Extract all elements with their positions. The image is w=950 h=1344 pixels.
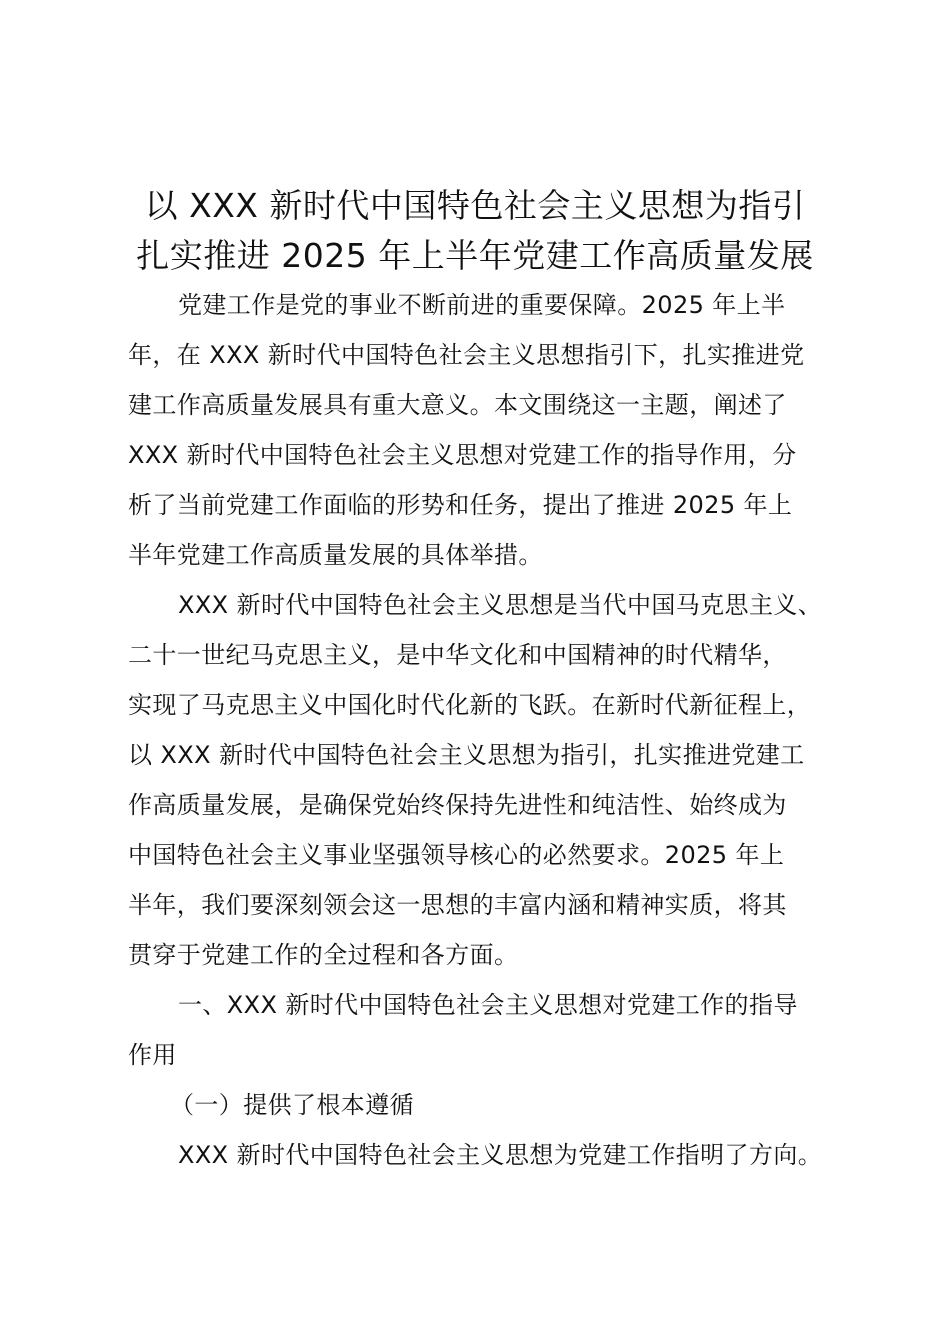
paragraph-1-line-6: 半年党建工作高质量发展的具体举措。 xyxy=(128,541,543,569)
paragraph-1-line-1: 党建工作是党的事业不断前进的重要保障。2025 年上半 xyxy=(178,291,786,319)
paragraph-3-line-1: XXX 新时代中国特色社会主义思想为党建工作指明了方向。 xyxy=(178,1141,823,1169)
paragraph-1-line-3: 建工作高质量发展具有重大意义。本文围绕这一主题，阐述了 xyxy=(128,391,787,419)
paragraph-2-line-5: 作高质量发展，是确保党始终保持先进性和纯洁性、始终成为 xyxy=(128,791,787,819)
paragraph-2-line-7: 半年，我们要深刻领会这一思想的丰富内涵和精神实质，将其 xyxy=(128,891,787,919)
document-title-line-2: 扎实推进 2025 年上半年党建工作高质量发展 xyxy=(136,236,814,275)
subsection-1-heading: （一）提供了根本遵循 xyxy=(170,1091,414,1119)
paragraph-2-line-1: XXX 新时代中国特色社会主义思想是当代中国马克思主义、 xyxy=(178,591,823,619)
paragraph-2-line-3: 实现了马克思主义中国化时代化新的飞跃。在新时代新征程上， xyxy=(128,691,812,719)
section-1-heading-line-2: 作用 xyxy=(128,1041,177,1069)
document-title-line-1: 以 XXX 新时代中国特色社会主义思想为指引 xyxy=(144,186,806,225)
paragraph-2-line-2: 二十一世纪马克思主义，是中华文化和中国精神的时代精华， xyxy=(128,641,787,669)
paragraph-2-line-8: 贯穿于党建工作的全过程和各方面。 xyxy=(128,941,519,969)
paragraph-2-line-4: 以 XXX 新时代中国特色社会主义思想为指引，扎实推进党建工 xyxy=(128,741,805,769)
paragraph-1-line-2: 年，在 XXX 新时代中国特色社会主义思想指引下，扎实推进党 xyxy=(128,341,805,369)
paragraph-2-line-6: 中国特色社会主义事业坚强领导核心的必然要求。2025 年上 xyxy=(128,841,785,869)
paragraph-1-line-4: XXX 新时代中国特色社会主义思想对党建工作的指导作用，分 xyxy=(128,441,797,469)
paragraph-1-line-5: 析了当前党建工作面临的形势和任务，提出了推进 2025 年上 xyxy=(128,491,793,519)
section-1-heading-line-1: 一、XXX 新时代中国特色社会主义思想对党建工作的指导 xyxy=(178,991,798,1019)
